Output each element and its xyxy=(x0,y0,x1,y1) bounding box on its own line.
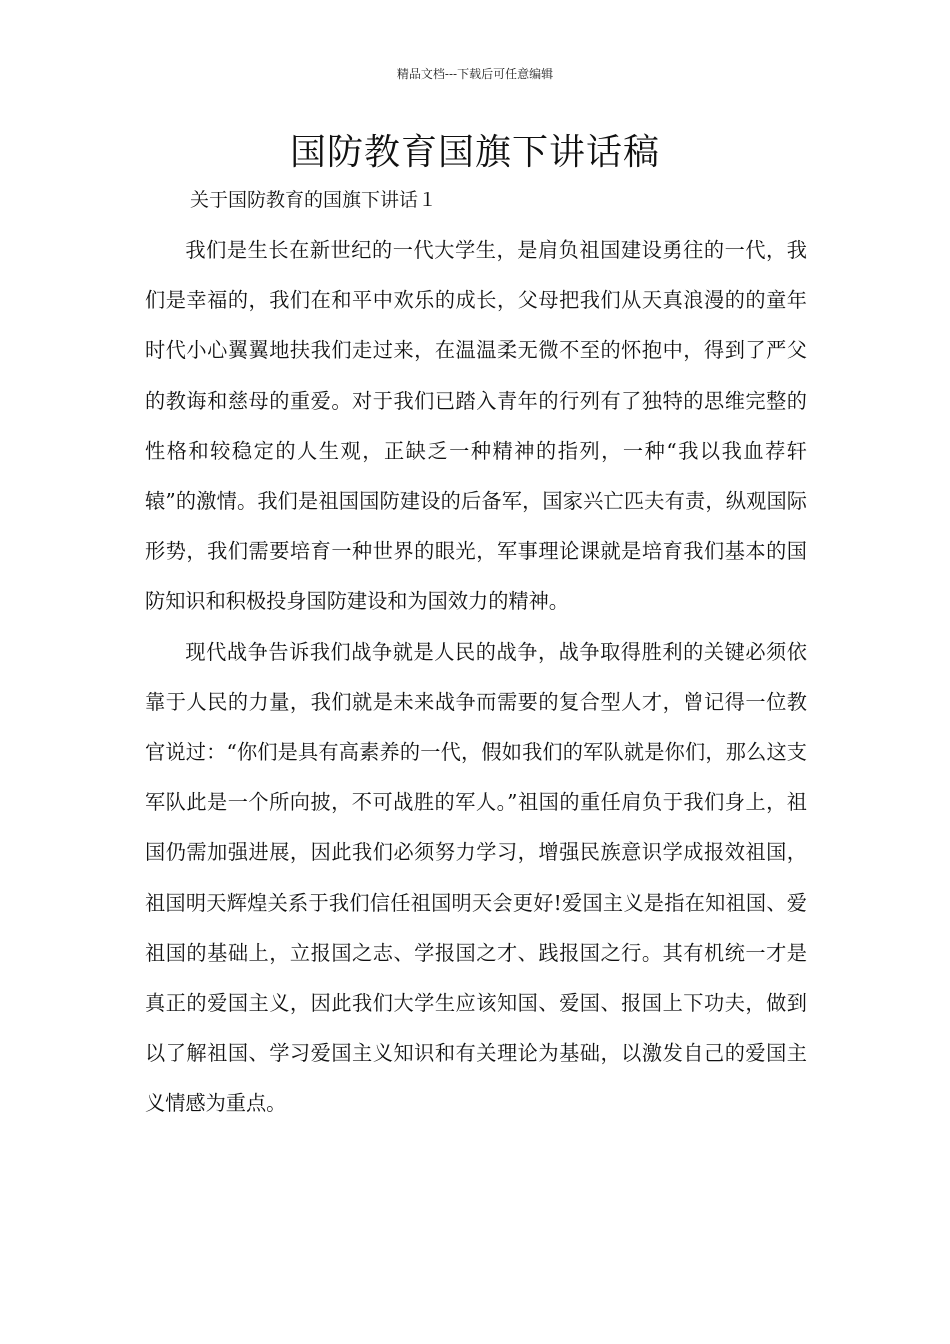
paragraph: 现代战争告诉我们战争就是人民的战争，战争取得胜利的关键必须依靠于人民的力量，我们就是未来战争而需要的复合型人才，曾记得一位教官说过：“你们是具有高素养的一代，假如我们的军队就是你们，那么这支军队此是一个所向披，不可战胜的军人。”祖国的重任肩负于我们身上，祖国仍需加强进展，因此我们必须努力学习，增强民族意识学成报效祖国，祖国明天辉煌关系于我们信任祖国明天会更好!爱国主义是指在知祖国、爱祖国的基础上，立报国之志、学报国之才、践报国之行。其有机统一才是真正的爱国主义，因此我们大学生应该知国、爱国、报国上下功夫，做到以了解祖国、学习爱国主义知识和有关理论为基础，以激发自己的爱国主义情感为重点。 xyxy=(145,639,807,1116)
paragraph: 我们是生长在新世纪的一代大学生，是肩负祖国建设勇往的一代，我们是幸福的，我们在和平中欢乐的成长，父母把我们从天真浪漫的的童年时代小心翼翼地扶我们走过来，在温温柔无微不至的怀抱中，得到了严父的教诲和慈母的重爱。对于我们已踏入青年的行列有了独特的思维完整的性格和较稳定的人生观，正缺乏一种精神的指列，一种“我以我血荐轩辕”的激情。我们是祖国国防建设的后备军，国家兴亡匹夫有责，纵观国际形势，我们需要培育一种世界的眼光，军事理论课就是培育我们基本的国防知识和积极投身国防建设和为国效力的精神。 xyxy=(145,238,807,614)
section-subheading: 关于国防教育的国旗下讲话１ xyxy=(190,189,438,211)
document-body xyxy=(145,225,807,1129)
document-title: 国防教育国旗下讲话稿 xyxy=(289,132,660,173)
page-header: 精品文档---下载后可任意编辑 xyxy=(396,67,554,81)
